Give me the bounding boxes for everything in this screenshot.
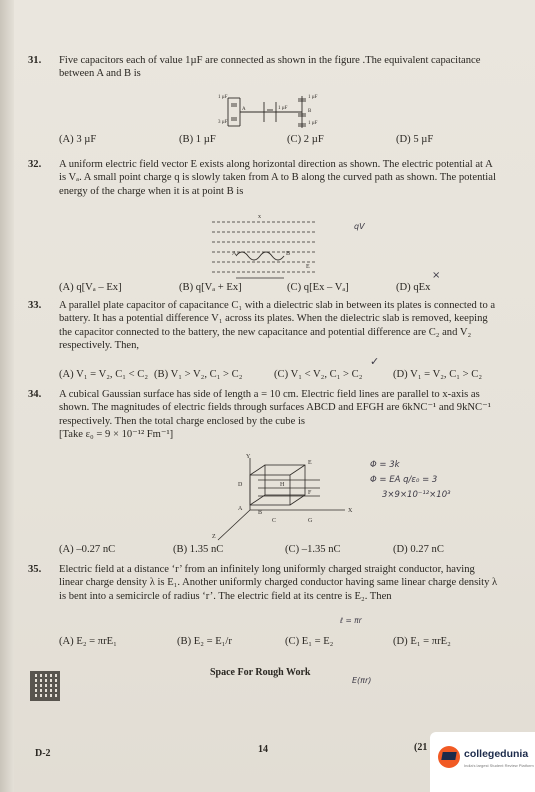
handwritten-work — [370, 458, 451, 503]
question-text: A parallel plate capacitor of capacitance C₁ with a dielectric slab in between its plates is connected to a battery. It has a potential difference V₁ across its plates. When the dielectric slab is removed, keeping the capacitor connected to the battery, the new capacitance and potential difference are C₂ and V₂ respectively. Then, — [59, 300, 496, 352]
fig-label: D — [238, 482, 243, 488]
work-line: E(πr) — [352, 676, 372, 685]
fig-label: F — [308, 490, 312, 496]
work-line: 3×9×10⁻¹²×10³ — [382, 490, 451, 500]
fig-label: E — [308, 460, 312, 466]
fig-label: 3 µF — [218, 120, 228, 125]
work-line: Φ = EA q/ε₀ = 3 — [370, 475, 438, 485]
fig-label: X — [348, 508, 353, 514]
question-number: 31. — [28, 55, 42, 66]
option-d[interactable]: (D) qEx — [396, 282, 431, 293]
corner-mark: (21 — [414, 742, 428, 753]
fig-label: A — [238, 506, 243, 512]
question-33 — [28, 299, 498, 353]
option-d[interactable]: (D) E₁ = πrE₂ — [393, 636, 451, 647]
fig-label: 1 µF — [218, 95, 228, 100]
rough-work-label: Space For Rough Work — [210, 667, 311, 678]
handwritten-note: qV — [354, 222, 365, 231]
option-a[interactable]: (A) E₂ = πrE₁ — [59, 636, 117, 647]
option-d[interactable]: (D) 5 µF — [396, 134, 434, 145]
option-b[interactable]: (B) V₁ > V₂, C₁ > C₂ — [154, 369, 243, 380]
fig-label: 1 µF — [308, 95, 318, 100]
fig-label: E — [306, 264, 310, 270]
paper-code: D-2 — [35, 748, 51, 759]
fig-label: B — [258, 510, 263, 516]
gaussian-cube-figure — [210, 450, 360, 545]
question-35 — [28, 563, 498, 603]
option-b[interactable]: (B) 1.35 nC — [173, 544, 224, 555]
question-31 — [28, 54, 498, 81]
option-c[interactable]: (C) V₁ < V₂, C₁ > C₂ — [274, 369, 363, 380]
fig-label: C — [272, 518, 277, 524]
option-b[interactable]: (B) 1 µF — [179, 134, 216, 145]
options-35 — [59, 636, 499, 650]
option-a[interactable]: (A) 3 µF — [59, 134, 97, 145]
fig-label: G — [308, 518, 313, 524]
option-c[interactable]: (C) 2 µF — [287, 134, 324, 145]
question-number: 32. — [28, 159, 42, 170]
option-b[interactable]: (B) q[Vₐ + Ex] — [179, 282, 242, 293]
options-34 — [59, 544, 499, 558]
question-text: Electric field at a distance ‘r’ from an infinitely long uniformly charged straight conductor, having linear charge density λ is E₁. Another uniformly charged conductor having same linear charge density λ is bent into a semicircle of radius ‘r’. The electric field at its centre is E₂. Then — [59, 564, 498, 602]
work-line: ℓ = πr — [340, 616, 362, 625]
option-c[interactable]: (C) q[Ex – Vₐ] — [287, 282, 349, 293]
option-a[interactable]: (A) V₁ = V₂, C₁ < C₂ — [59, 369, 149, 380]
options-33 — [59, 369, 499, 383]
question-32 — [28, 158, 498, 198]
question-text: A uniform electric field vector E exists along horizontal direction as shown. The electric potential at A is Vₐ. A small point charge q is slowly taken from A to B along the curved path as shown. The potential energy of the charge when it is at point B is — [59, 159, 496, 197]
graduation-cap-icon — [438, 746, 460, 768]
option-c[interactable]: (C) –1.35 nC — [285, 544, 341, 555]
fig-label: B — [308, 109, 312, 114]
option-c[interactable]: (C) E₁ = E₂ — [285, 636, 334, 647]
options-32 — [59, 282, 499, 296]
capacitor-network-figure — [218, 90, 328, 134]
fig-label: 1 µF — [308, 121, 318, 126]
fig-label: A — [232, 251, 237, 257]
fig-label: 1 µF — [278, 106, 288, 111]
option-b[interactable]: (B) E₂ = E₁/r — [177, 636, 232, 647]
fig-label: H — [280, 482, 285, 488]
option-d[interactable]: (D) V₁ = V₂, C₁ > C₂ — [393, 369, 483, 380]
fig-label: Y — [246, 454, 251, 460]
options-31 — [59, 134, 499, 148]
question-34 — [28, 388, 498, 442]
brand-tagline: India's largest Student Review Platform — [464, 763, 534, 768]
question-text: Five capacitors each of value 1µF are connected as shown in the figure .The equivalent capacitance between A and B is — [59, 55, 481, 80]
question-number: 35. — [28, 564, 42, 575]
fig-label: x — [258, 214, 261, 220]
tick-mark: ✓ — [370, 355, 380, 368]
fig-label: B — [286, 251, 291, 257]
brand-name: collegedunia — [464, 748, 529, 760]
given-constant: [Take ε₀ = 9 × 10⁻¹² Fm⁻¹] — [59, 429, 174, 441]
option-d[interactable]: (D) 0.27 nC — [393, 544, 444, 555]
question-text: A cubical Gaussian surface has side of length a = 10 cm. Electric field lines are parallel to x-axis as shown. The magnitudes of electric fields through surfaces ABCD and EFGH are 6kNC⁻¹ and 9kNC⁻¹ respectively. Then the total charge enclosed by the cube is — [59, 389, 491, 427]
option-a[interactable]: (A) –0.27 nC — [59, 544, 116, 555]
fig-label: A — [242, 107, 246, 112]
question-number: 34. — [28, 389, 42, 400]
fig-label: Z — [212, 534, 216, 540]
work-line: Φ = 3k — [370, 460, 400, 470]
question-number: 33. — [28, 300, 42, 311]
collegedunia-logo — [430, 732, 535, 792]
cross-mark: × — [432, 270, 441, 281]
electric-field-figure — [202, 212, 332, 280]
qr-code — [30, 671, 60, 701]
page-number: 14 — [258, 744, 268, 755]
option-a[interactable]: (A) q[Vₐ – Ex] — [59, 282, 122, 293]
